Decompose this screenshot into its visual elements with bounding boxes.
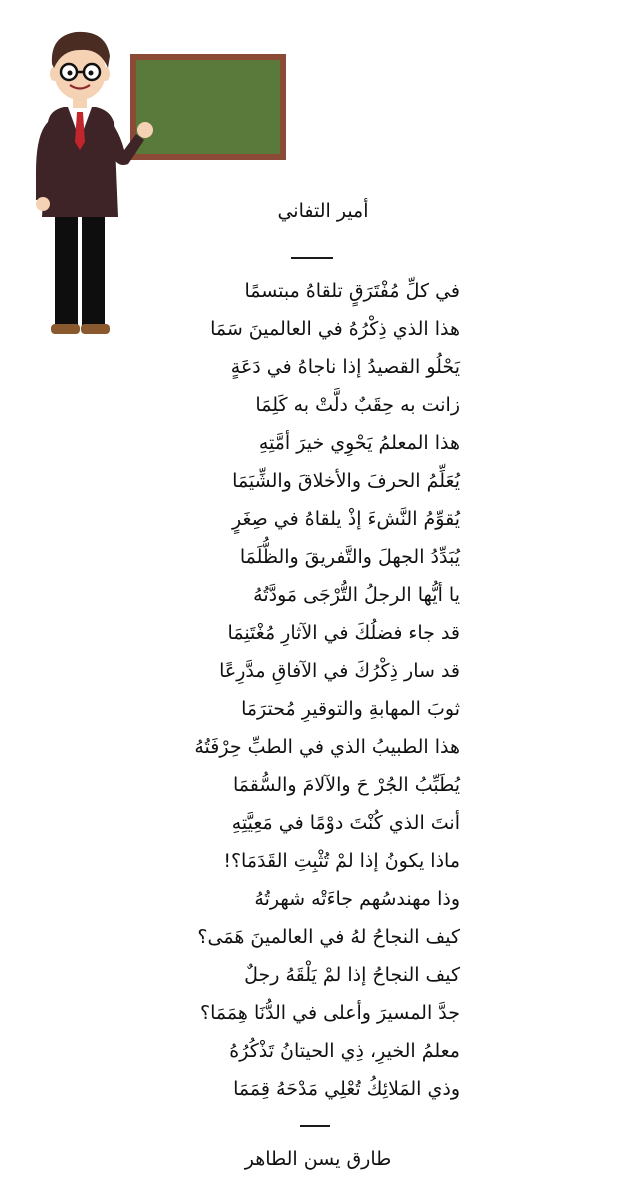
verse-line: قد جاء فضلُكَ في الآثارِ مُغْتَنِمَا (227, 622, 460, 644)
verse-line: ثوبَ المهابةِ والتوقيرِ مُحترَمَا (241, 698, 460, 720)
verse-line: قد سار ذِكْرُكَ في الآفاقِ مدَّرِعًا (219, 660, 460, 682)
verse-line: أنتَ الذي كُنْتَ دوْمًا في مَعِيَّتِهِ (231, 812, 460, 834)
title-divider (291, 257, 333, 259)
verse-line: كيف النجاحُ إذا لمْ يَلْقَهُ رجلٌ (244, 964, 460, 986)
verse-line: ماذا يكونُ إذا لمْ تُثْبِتِ القَدَمَا؟! (223, 850, 460, 872)
verse-line: يُقوِّمُ النَّشءَ إذْ يلقاهُ في صِغَرٍ (231, 508, 460, 530)
teacher-head (50, 32, 110, 108)
verse-line: هذا الطبيبُ الذي في الطبِّ حِرْفَتُهُ (194, 736, 460, 758)
poem-verses (170, 272, 460, 1108)
verse-line: يَحْلُو القصيدُ إذا ناجاهُ في دَعَةٍ (230, 356, 460, 378)
verse-line: زانت به حِقَبٌ دلَّتْ به كَلِمَا (255, 394, 460, 416)
verse-line: هذا الذي ذِكْرُهُ في العالمينَ سَمَا (210, 318, 460, 340)
verse-line: يُطَبِّبُ الجُرْ حَ والآلامَ والسُّقمَا (233, 774, 460, 796)
teacher-legs (51, 210, 110, 334)
verse-line: وذي المَلائِكُ تُعْلِي مَدْحَهُ قِمَمَا (233, 1078, 460, 1100)
verse-line: معلمُ الخيرِ، ذِي الحيتانُ تَذْكُرُهُ (229, 1040, 460, 1062)
verse-line: كيف النجاحُ لهُ في العالمينَ هَمَى؟ (197, 926, 460, 948)
poem-author: طارق يسن الطاهر (244, 1148, 392, 1170)
verse-line: يُعَلِّمُ الحرفَ والأخلاقَ والشِّيَمَا (232, 470, 460, 492)
chalkboard (130, 54, 286, 160)
verse-line: يُبَدِّدُ الجهلَ والتَّفريقَ والظُّلَمَا (239, 546, 460, 568)
author-divider (300, 1125, 330, 1127)
verse-line: في كلِّ مُفْتَرَقٍ تلقاهُ مبتسمًا (244, 280, 460, 302)
verse-line: وذا مهندسُهم جاءَتْه شهرتُهُ (254, 888, 460, 910)
verse-line: جدَّ المسيرَ وأعلى في الدُّنَا هِمَمَا؟ (200, 1002, 460, 1024)
verse-line: هذا المعلمُ يَحْوِي خيرَ أمَّتِهِ (258, 432, 460, 454)
poem-title: أمير التفاني (277, 200, 369, 222)
verse-line: يا أيُّها الرجلُ التُّرْجَى مَودَّتُهُ (253, 584, 460, 606)
